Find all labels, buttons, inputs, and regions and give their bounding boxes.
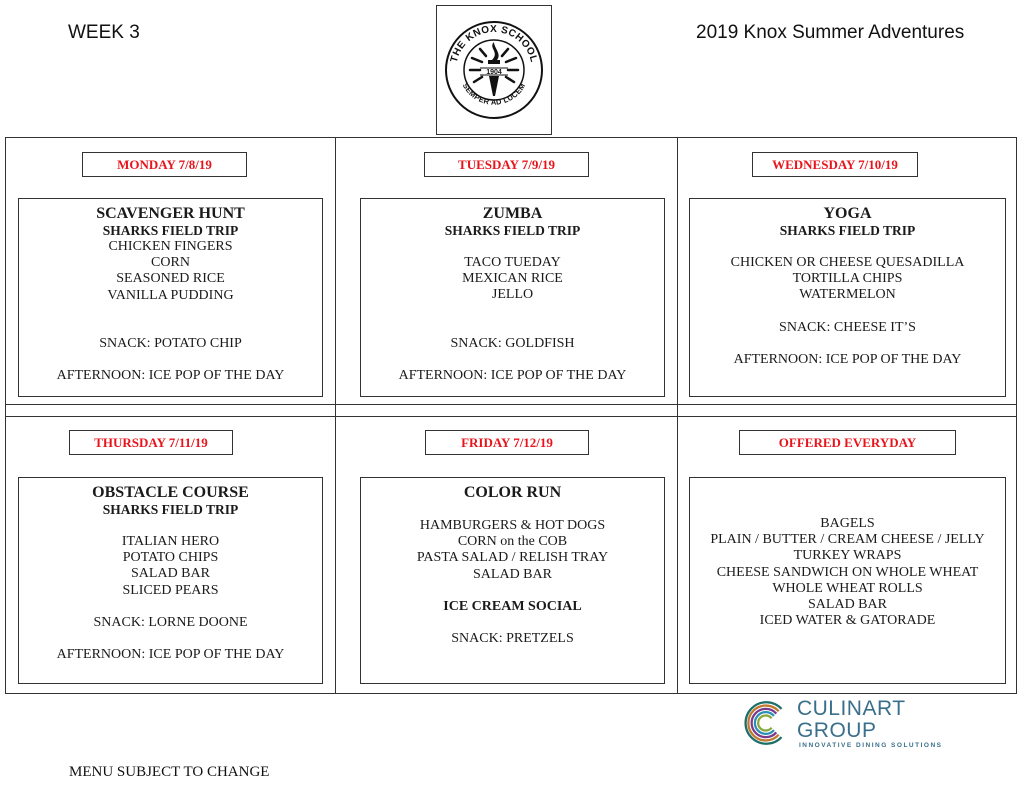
afternoon: AFTERNOON: ICE POP OF THE DAY <box>56 647 285 663</box>
menu-item: JELLO <box>491 287 534 303</box>
menu-item: ICED WATER & GATORADE <box>759 613 936 629</box>
activity-title: OBSTACLE COURSE <box>92 484 249 501</box>
day-label-wednesday <box>752 152 918 177</box>
menu-item: WHOLE WHEAT ROLLS <box>772 580 923 596</box>
menu-item: SALAD BAR <box>131 566 210 582</box>
menu-item: CHICKEN OR CHEESE QUESADILLA <box>730 255 965 270</box>
sponsor-tagline: INNOVATIVE DINING SOLUTIONS <box>798 741 943 749</box>
menu-box-monday <box>18 198 323 397</box>
day-label-thursday <box>69 430 233 455</box>
menu-box-friday <box>360 477 665 684</box>
special-event: ICE CREAM SOCIAL <box>443 598 582 614</box>
afternoon: AFTERNOON: ICE POP OF THE DAY <box>56 368 285 384</box>
afternoon: AFTERNOON: ICE POP OF THE DAY <box>398 367 627 383</box>
menu-item: SLICED PEARS <box>122 582 219 598</box>
day-label-friday <box>425 430 589 455</box>
culinart-logo <box>740 696 980 750</box>
day-label-text: TUESDAY 7/9/19 <box>458 156 555 172</box>
menu-item: CHEESE SANDWICH ON WHOLE WHEAT <box>716 564 979 580</box>
menu-item: VANILLA PUDDING <box>107 287 234 303</box>
field-trip: SHARKS FIELD TRIP <box>102 223 239 238</box>
menu-item: SALAD BAR <box>808 597 887 613</box>
menu-item: POTATO CHIPS <box>122 550 219 566</box>
svg-text:SEMPER AD LUCEM: SEMPER AD LUCEM <box>460 81 528 107</box>
day-label-monday <box>82 152 247 177</box>
menu-item: HAMBURGERS & HOT DOGS <box>419 518 606 533</box>
field-trip: SHARKS FIELD TRIP <box>779 223 916 238</box>
menu-item: SALAD BAR <box>473 566 552 582</box>
svg-text:THE KNOX SCHOOL: THE KNOX SCHOOL <box>448 23 540 64</box>
day-label-text: THURSDAY 7/11/19 <box>94 434 208 450</box>
day-label-text: MONDAY 7/8/19 <box>117 156 212 172</box>
culinart-swirl-icon <box>740 696 791 750</box>
page-title: 2019 Knox Summer Adventures <box>696 22 965 43</box>
day-label-text: OFFERED EVERYDAY <box>778 434 917 450</box>
day-label-tuesday <box>424 152 589 177</box>
menu-item: TACO TUEDAY <box>464 255 561 270</box>
menu-item: PASTA SALAD / RELISH TRAY <box>416 550 609 566</box>
menu-item: CORN <box>151 255 190 271</box>
menu-box-tuesday <box>360 198 665 397</box>
row-divider <box>5 404 1017 405</box>
activity-title: ZUMBA <box>482 205 543 222</box>
menu-item: ITALIAN HERO <box>121 534 220 549</box>
menu-box-everyday <box>689 477 1006 684</box>
menu-box-wednesday <box>689 198 1006 397</box>
day-label-text: WEDNESDAY 7/10/19 <box>772 156 898 172</box>
day-label-text: FRIDAY 7/12/19 <box>461 434 553 450</box>
school-logo <box>436 5 552 135</box>
afternoon: AFTERNOON: ICE POP OF THE DAY <box>733 351 962 367</box>
activity-title: COLOR RUN <box>463 484 562 501</box>
field-trip: SHARKS FIELD TRIP <box>444 223 581 238</box>
activity-title: SCAVENGER HUNT <box>96 205 245 222</box>
day-label-everyday <box>739 430 956 455</box>
menu-item: WATERMELON <box>799 287 896 303</box>
activity-title: YOGA <box>823 205 872 222</box>
menu-box-thursday <box>18 477 323 684</box>
sponsor-name: CULINART GROUP <box>796 696 906 742</box>
snack: SNACK: GOLDFISH <box>450 335 575 351</box>
field-trip: SHARKS FIELD TRIP <box>102 502 239 517</box>
menu-item: PLAIN / BUTTER / CREAM CHEESE / JELLY <box>710 532 985 548</box>
menu-item: TURKEY WRAPS <box>793 548 902 564</box>
row-divider <box>5 416 1017 417</box>
snack: SNACK: PRETZELS <box>451 631 574 647</box>
menu-disclaimer: MENU SUBJECT TO CHANGE <box>69 764 270 780</box>
week-label: WEEK 3 <box>68 22 140 43</box>
snack: SNACK: LORNE DOONE <box>93 614 248 630</box>
snack: SNACK: CHEESE IT’S <box>779 319 916 335</box>
knox-school-seal-icon <box>442 18 546 122</box>
menu-item: SEASONED RICE <box>116 271 225 287</box>
menu-item: CHICKEN FINGERS <box>108 239 233 254</box>
menu-item: BAGELS <box>820 516 875 531</box>
menu-item: MEXICAN RICE <box>462 271 563 287</box>
menu-item: CORN on the COB <box>457 534 568 550</box>
menu-item: TORTILLA CHIPS <box>792 271 903 287</box>
svg-text:1904: 1904 <box>486 69 502 76</box>
snack: SNACK: POTATO CHIP <box>99 335 242 351</box>
